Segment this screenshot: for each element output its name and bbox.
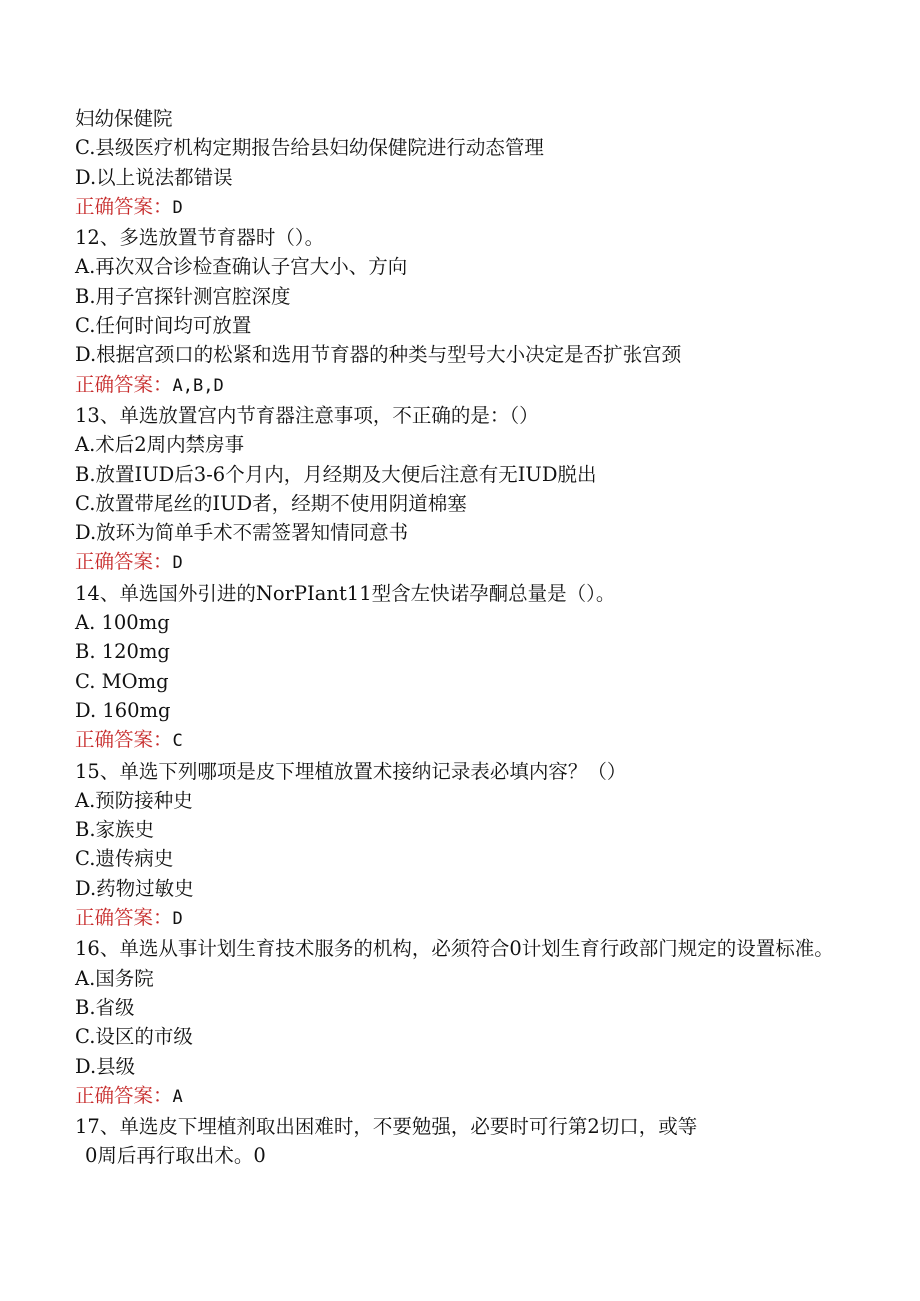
option-item: A.国务院: [75, 966, 154, 990]
option-item: B.放置IUD后3-6个月内，月经期及大便后注意有无IUD脱出: [75, 462, 597, 486]
document-page: [75, 104, 855, 1171]
answer-label: 正确答案：: [75, 550, 173, 574]
question-stem: 13、单选放置宫内节育器注意事项，不正确的是：（）: [75, 403, 539, 427]
answer-value: D: [172, 553, 183, 574]
option-item: D.以上说法都错误: [75, 165, 233, 189]
answer-value: C: [172, 731, 183, 752]
option-item: D.药物过敏史: [75, 876, 194, 900]
answer-line: [75, 903, 855, 934]
option-item: D.根据宫颈口的松紧和选用节育器的种类与型号大小决定是否扩张宫颈: [75, 343, 682, 367]
answer-value: D: [172, 909, 183, 930]
option-item: B. 120mg: [75, 640, 170, 664]
option-item: C.放置带尾丝的IUD者，经期不使用阴道棉塞: [75, 491, 467, 515]
option-item: C.遗传病史: [75, 847, 174, 871]
header-text: 妇幼保健院: [75, 107, 173, 130]
answer-line: [75, 725, 855, 756]
answer-label: 正确答案：: [75, 728, 173, 752]
answer-line: [75, 370, 855, 401]
answer-label: 正确答案：: [75, 372, 173, 396]
option-item: C.县级医疗机构定期报告给县妇幼保健院进行动态管理: [75, 136, 544, 160]
answer-label: 正确答案：: [75, 194, 173, 218]
question-stem-continuation: 0周后再行取出术。0: [85, 1144, 266, 1168]
answer-value: D: [172, 197, 183, 218]
question-stem: 12、多选放置节育器时（）。: [75, 226, 325, 250]
option-item: A. 100mg: [75, 611, 170, 635]
option-item: C.设区的市级: [75, 1025, 193, 1049]
question-stem: 17、单选皮下埋植剂取出困难时，不要勉强，必要时可行第2切口，或等: [75, 1115, 698, 1139]
answer-line: [75, 547, 855, 578]
option-item: B.省级: [75, 995, 135, 1019]
option-item: D. 160mg: [75, 698, 171, 722]
answer-line: [75, 192, 855, 223]
option-item: C.任何时间均可放置: [75, 314, 252, 338]
option-item: A.术后2周内禁房事: [75, 433, 245, 457]
option-item: D.放环为简单手术不需签署知情同意书: [75, 521, 409, 545]
option-item: D.县级: [75, 1054, 136, 1078]
answer-label: 正确答案：: [75, 1083, 173, 1107]
answer-value: A: [172, 1086, 183, 1107]
option-item: C. MOmg: [75, 669, 169, 693]
question-stem: 14、单选国外引进的NorPIant11型含左快诺孕酮总量是（）。: [75, 581, 616, 605]
answer-line: [75, 1081, 855, 1112]
answer-value: A,B,D: [172, 375, 224, 396]
answer-label: 正确答案：: [75, 906, 173, 930]
option-item: A.再次双合诊检查确认子宫大小、方向: [75, 255, 408, 279]
option-item: B.用子宫探针测宫腔深度: [75, 284, 291, 308]
option-item: B.家族史: [75, 818, 155, 842]
question-stem: 15、单选下列哪项是皮下埋植放置术接纳记录表必填内容？（）: [75, 759, 627, 783]
option-item: A.预防接种史: [75, 788, 193, 812]
question-stem: 16、单选从事计划生育技术服务的机构，必须符合0计划生育行政部门规定的设置标准。: [75, 937, 834, 961]
